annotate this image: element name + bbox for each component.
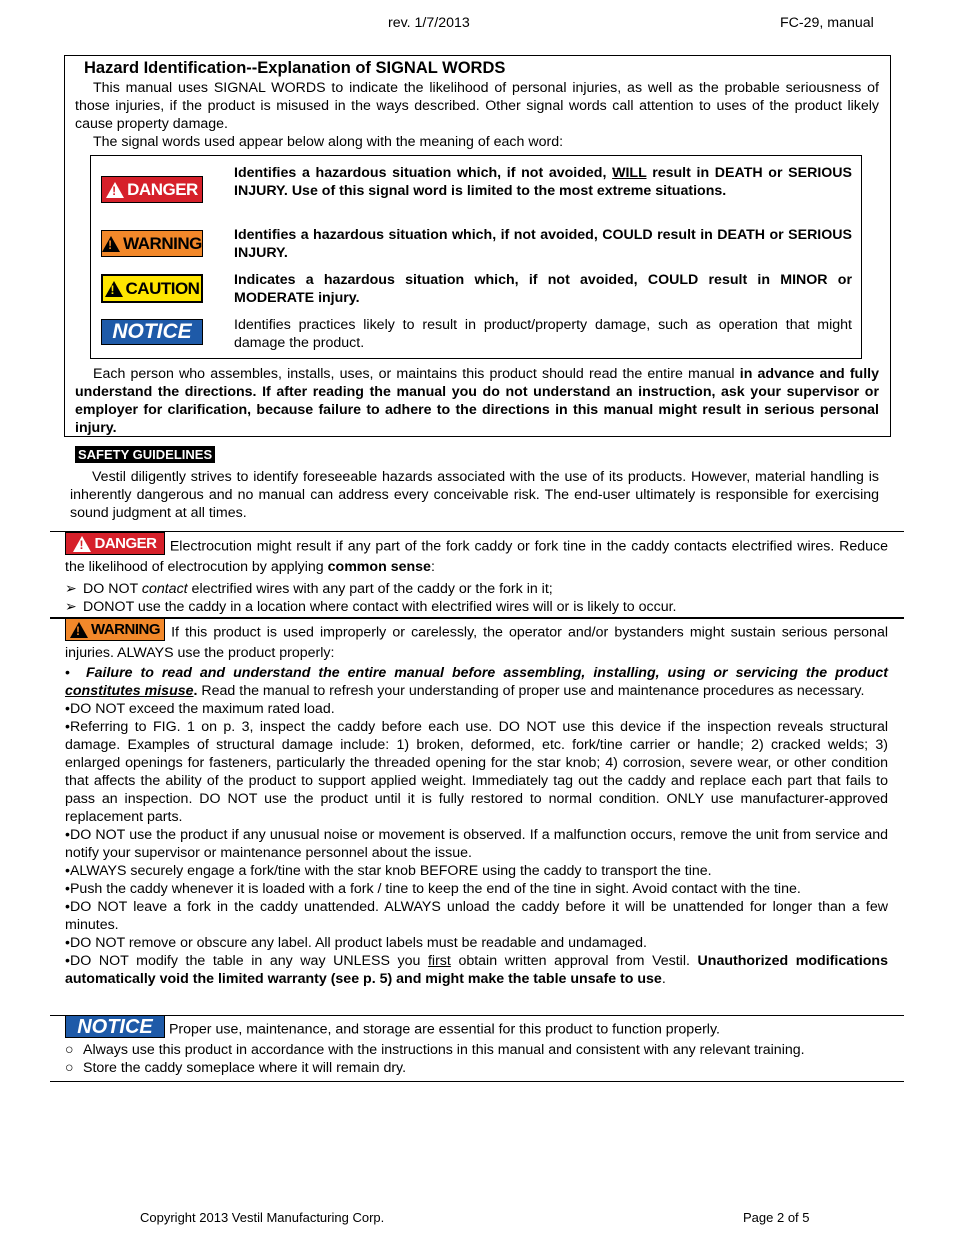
circle-bullet-icon: ○: [65, 1060, 74, 1076]
safety-guidelines-heading: SAFETY GUIDELINES: [75, 446, 215, 463]
list-item: ○ Store the caddy someplace where it will remain dry.: [65, 1060, 407, 1076]
arrow-bullet-icon: ➢: [65, 581, 77, 597]
warning-alert-icon: !: [70, 622, 88, 638]
bullet-icon: •: [65, 665, 86, 681]
danger-signal-badge: ! DANGER: [101, 176, 203, 203]
list-item: •DO NOT exceed the maximum rated load.: [65, 701, 335, 717]
danger-list: [65, 580, 888, 616]
bullet-icon: •: [65, 863, 70, 879]
hazard-intro: This manual uses SIGNAL WORDS to indicate the likelihood of personal injuries, as well as the probable seriousness of those injuries, if the product is misused in the ways described. Other signal words call attention to uses of the product likely cause property damage.: [75, 80, 879, 132]
warning-signal-badge-inline: ! WARNING: [65, 618, 165, 641]
bullet-icon: •: [65, 935, 70, 951]
bullet-icon: •: [65, 953, 70, 969]
hazard-intro-2: The signal words used appear below along with the meaning of each word:: [93, 134, 564, 150]
list-item: ➢ DONOT use the caddy in a location where contact with electrified wires will or is likely to occur.: [65, 599, 677, 615]
list-item: •Referring to FIG. 1 on p. 3, inspect the caddy before each use. DO NOT use this device if the inspection reveals structural damage. Examples of structural damage include: 1) broken, deformed, etc. fork/tine carrier or handle; 2) cracked welds; 3) enlarged openings for fasteners, particularly the threaded opening for the star knob; 4) corrosion, severe wear, or other condition that affects the ability of the product to support applied weight. Immediately tag out the caddy and replace each part that fails to pass an inspection. DO NOT use the product until it is fully restored to normal condition. ONLY use manufacturer-approved replacement parts.: [65, 719, 888, 825]
danger-signal-badge-inline: ! DANGER: [65, 532, 165, 555]
list-item: •DO NOT remove or obscure any label. All product labels must be readable and undamaged.: [65, 935, 647, 951]
warning-definition: Identifies a hazardous situation which, if not avoided, COULD result in DEATH or SERIOUS INJURY.: [234, 227, 852, 261]
bullet-icon: •: [65, 827, 70, 843]
notice-section: [65, 1015, 888, 1077]
warning-intro: ! WARNING If this product is used improperly or carelessly, the operator and/or bystanders might sustain serious personal injuries. ALWAYS use the product properly:: [65, 621, 888, 662]
divider: [50, 1081, 904, 1082]
bullet-icon: •: [65, 899, 70, 915]
list-item: ○ Always use this product in accordance with the instructions in this manual and consistent with any relevant training.: [65, 1042, 805, 1058]
divider: [50, 617, 904, 619]
hazard-reading-instruction: Each person who assembles, installs, uses, or maintains this product should read the entire manual in advance and fully understand the directions. If after reading the manual you do not understand an instruction, ask your supervisor or employer for clarification, because failure to adhere to the directions in this manual might result in serious personal injury.: [75, 366, 879, 436]
bullet-icon: •: [65, 881, 70, 897]
bullet-icon: •: [65, 701, 70, 717]
divider: [50, 531, 904, 532]
hazard-identification-box: [64, 55, 891, 437]
list-item: •ALWAYS securely engage a fork/tine with the star knob BEFORE using the caddy to transport the tine.: [65, 863, 712, 879]
list-item: •DO NOT use the product if any unusual noise or movement is observed. If a malfunction occurs, remove the unit from service and notify your supervisor or maintenance personnel about the issue.: [65, 827, 888, 861]
footer-copyright: Copyright 2013 Vestil Manufacturing Corp.: [140, 1210, 385, 1225]
notice-intro: NOTICE Proper use, maintenance, and storage are essential for this product to function properly.: [65, 1018, 888, 1041]
hazard-title: Hazard Identification--Explanation of SIGNAL WORDS: [84, 59, 506, 77]
caution-signal-badge: ! CAUTION: [101, 274, 203, 303]
list-item: •Push the caddy whenever it is loaded with a fork / tine to keep the end of the tine in sight. Avoid contact with the tine.: [65, 881, 801, 897]
warning-section: [65, 621, 888, 988]
notice-signal-badge: NOTICE: [101, 319, 203, 345]
bullet-icon: •: [65, 719, 70, 735]
signal-words-table: [90, 155, 862, 359]
arrow-bullet-icon: ➢: [65, 599, 77, 615]
notice-definition: Identifies practices likely to result in product/property damage, such as operation that might damage the product.: [234, 317, 852, 351]
revision-date: rev. 1/7/2013: [388, 15, 470, 31]
danger-definition: Identifies a hazardous situation which, if not avoided, WILL result in DEATH or SERIOUS INJURY. Use of this signal word is limited to the most extreme situations.: [234, 165, 853, 199]
notice-signal-badge-inline: NOTICE: [65, 1015, 165, 1038]
list-item: •DO NOT modify the table in any way UNLESS you first obtain written approval from Vestil. Unauthorized modifications automatically void the limited warranty (see p. 5) and might make the table unsafe to use.: [65, 953, 888, 987]
list-item: • Failure to read and understand the entire manual before assembling, installing, using or servicing the product constitutes misuse. Read the manual to refresh your understanding of proper use and maintenance procedures as necessary.: [65, 665, 888, 699]
divider: [50, 1015, 904, 1016]
danger-intro: ! DANGER Electrocution might result if any part of the fork caddy or fork tine in the caddy contacts electrified wires. Reduce the likelihood of electrocution by applying common sense:: [65, 535, 888, 576]
caution-definition: Indicates a hazardous situation which, if not avoided, COULD result in MINOR or MODERATE injury.: [234, 272, 852, 306]
circle-bullet-icon: ○: [65, 1042, 74, 1058]
caution-alert-icon: !: [105, 281, 123, 297]
warning-signal-badge: ! WARNING: [101, 230, 203, 257]
warning-alert-icon: !: [102, 236, 120, 252]
list-item: •DO NOT leave a fork in the caddy unattended. ALWAYS unload the caddy before it will be unattended for longer than a few minutes.: [65, 899, 888, 933]
list-item: ➢ DO NOT contact electrified wires with any part of the caddy or the fork in it;: [65, 581, 553, 597]
danger-section: [65, 535, 888, 576]
document-id: FC-29, manual: [780, 15, 874, 31]
danger-alert-icon: !: [106, 182, 124, 198]
danger-alert-icon: !: [73, 536, 91, 552]
safety-guidelines-text: Vestil diligently strives to identify foreseeable hazards associated with the use of its products. However, material handling is inherently dangerous and no manual can address every conceivable risk. The end-user ultimately is responsible for exercising sound judgment at all times.: [70, 469, 879, 521]
footer-page-number: Page 2 of 5: [743, 1210, 810, 1225]
